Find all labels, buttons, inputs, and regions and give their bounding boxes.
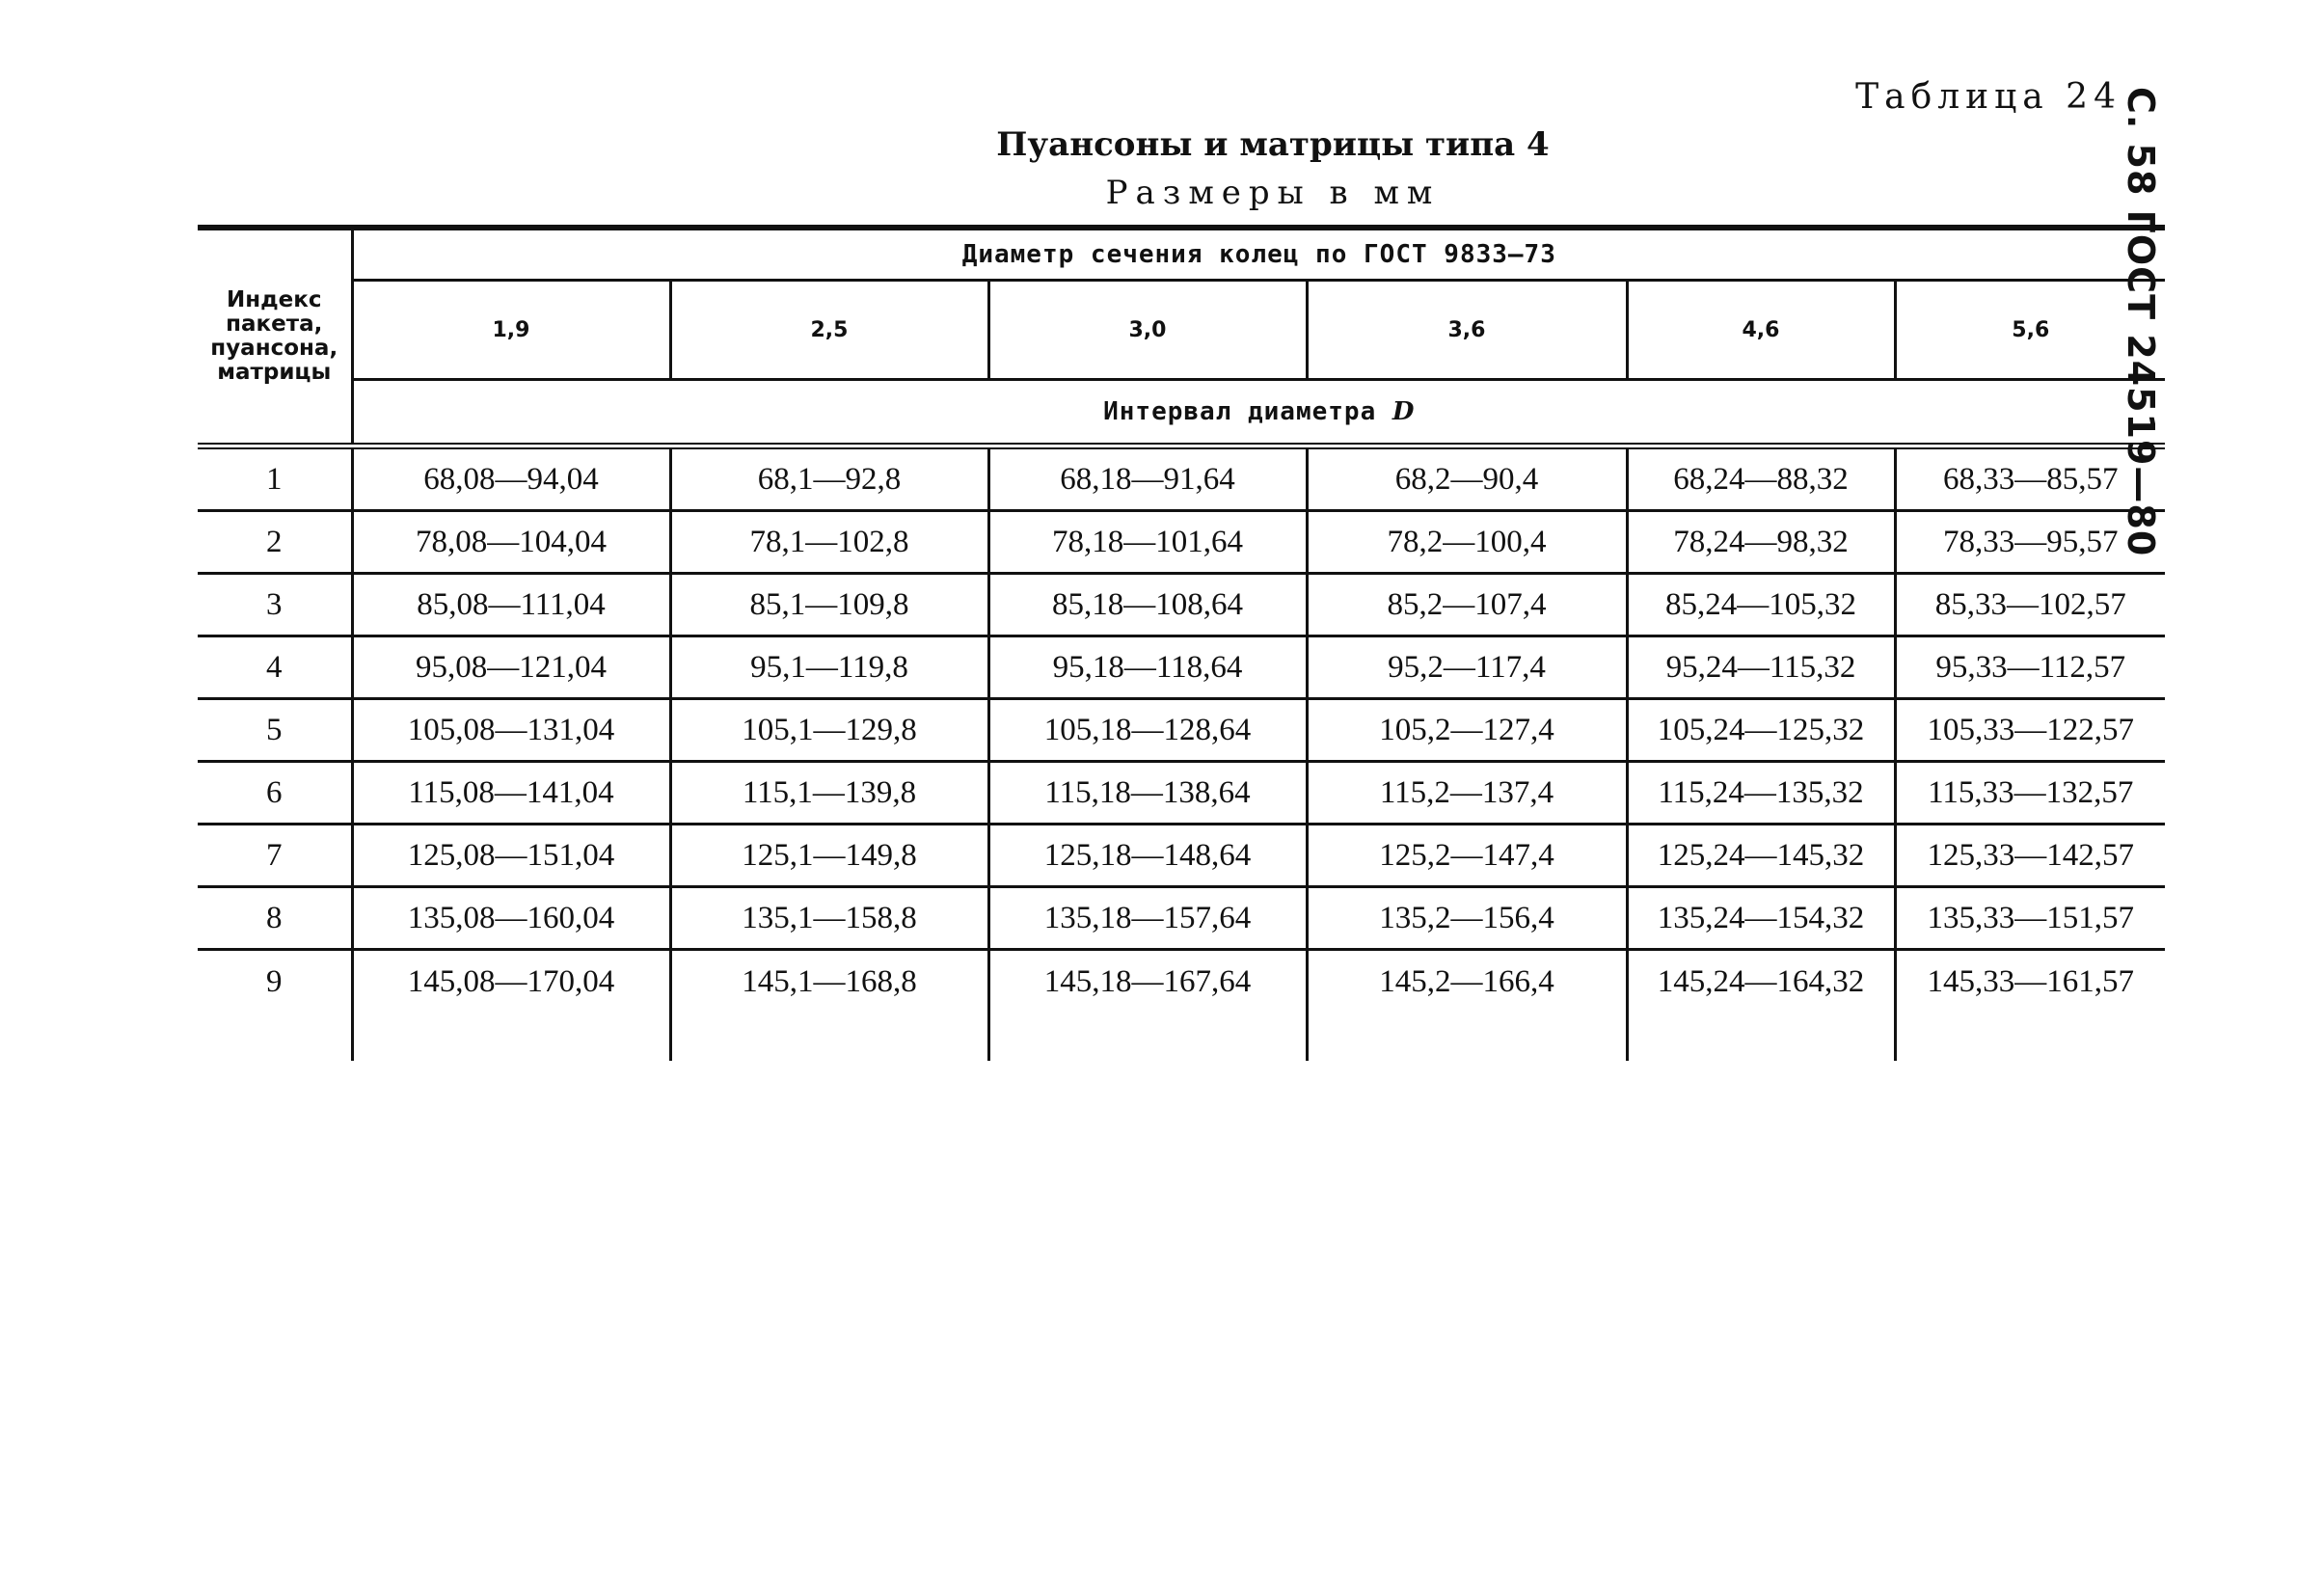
interval-cell: 145,1—168,8 [670, 950, 988, 1062]
table-row [198, 446, 2165, 511]
interval-cell: 105,2—127,4 [1307, 699, 1627, 762]
diameter-header: 3,0 [988, 281, 1307, 380]
interval-cell: 78,18—101,64 [988, 511, 1307, 574]
row-index-cell: 6 [198, 762, 352, 825]
table-row [198, 699, 2165, 762]
interval-cell: 135,33—151,57 [1895, 887, 2165, 950]
interval-cell: 105,33—122,57 [1895, 699, 2165, 762]
interval-cell: 125,1—149,8 [670, 825, 988, 887]
diameter-header: 1,9 [352, 281, 670, 380]
interval-cell: 95,2—117,4 [1307, 636, 1627, 699]
interval-cell: 68,33—85,57 [1895, 446, 2165, 511]
interval-header [352, 380, 2165, 446]
table-row [198, 636, 2165, 699]
dimensions-table [198, 225, 2165, 1061]
interval-cell: 115,24—135,32 [1627, 762, 1895, 825]
interval-cell: 145,2—166,4 [1307, 950, 1627, 1062]
interval-cell: 68,1—92,8 [670, 446, 988, 511]
interval-cell: 68,18—91,64 [988, 446, 1307, 511]
interval-cell: 115,18—138,64 [988, 762, 1307, 825]
row-index-cell: 5 [198, 699, 352, 762]
interval-symbol: D [1392, 397, 1416, 426]
row-index-cell: 1 [198, 446, 352, 511]
interval-cell: 68,24—88,32 [1627, 446, 1895, 511]
interval-cell: 78,24—98,32 [1627, 511, 1895, 574]
interval-cell: 78,08—104,04 [352, 511, 670, 574]
interval-label: Интервал диаметра [1103, 397, 1377, 426]
interval-cell: 135,2—156,4 [1307, 887, 1627, 950]
index-column-header [198, 228, 352, 446]
diameter-header: 3,6 [1307, 281, 1627, 380]
row-index-cell: 7 [198, 825, 352, 887]
interval-cell: 85,1—109,8 [670, 574, 988, 636]
interval-cell: 95,1—119,8 [670, 636, 988, 699]
diameter-header: 2,5 [670, 281, 988, 380]
interval-cell: 68,08—94,04 [352, 446, 670, 511]
row-index-cell: 3 [198, 574, 352, 636]
interval-cell: 95,08—121,04 [352, 636, 670, 699]
table-caption: Таблица 24 [1855, 77, 2121, 117]
page-reference: С. 58 ГОСТ 24519—80 [2120, 87, 2162, 557]
table-row [198, 825, 2165, 887]
row-index-cell: 2 [198, 511, 352, 574]
interval-cell: 115,2—137,4 [1307, 762, 1627, 825]
interval-cell: 135,1—158,8 [670, 887, 988, 950]
interval-cell: 78,2—100,4 [1307, 511, 1627, 574]
interval-cell: 85,2—107,4 [1307, 574, 1627, 636]
diameter-group-header: Диаметр сечения колец по ГОСТ 9833—73 [352, 228, 2165, 281]
index-header-line: матрицы [217, 360, 332, 385]
interval-cell: 85,33—102,57 [1895, 574, 2165, 636]
interval-cell: 95,18—118,64 [988, 636, 1307, 699]
interval-cell: 78,33—95,57 [1895, 511, 2165, 574]
interval-cell: 145,18—167,64 [988, 950, 1307, 1062]
interval-cell: 125,08—151,04 [352, 825, 670, 887]
row-index-cell: 4 [198, 636, 352, 699]
interval-cell: 105,1—129,8 [670, 699, 988, 762]
diameter-header: 4,6 [1627, 281, 1895, 380]
table-row [198, 574, 2165, 636]
interval-cell: 135,18—157,64 [988, 887, 1307, 950]
table-row [198, 511, 2165, 574]
document-title: Пуансоны и матрицы типа 4 [996, 125, 1550, 164]
interval-cell: 125,33—142,57 [1895, 825, 2165, 887]
table-row [198, 762, 2165, 825]
interval-cell: 85,08—111,04 [352, 574, 670, 636]
interval-cell: 145,24—164,32 [1627, 950, 1895, 1062]
interval-cell: 105,24—125,32 [1627, 699, 1895, 762]
interval-cell: 125,24—145,32 [1627, 825, 1895, 887]
interval-cell: 135,08—160,04 [352, 887, 670, 950]
interval-cell: 78,1—102,8 [670, 511, 988, 574]
interval-cell: 68,2—90,4 [1307, 446, 1627, 511]
interval-cell: 85,18—108,64 [988, 574, 1307, 636]
interval-cell: 145,08—170,04 [352, 950, 670, 1062]
document-subtitle: Размеры в мм [1105, 174, 1441, 212]
interval-cell: 95,33—112,57 [1895, 636, 2165, 699]
table-body [198, 446, 2165, 1062]
table-row [198, 887, 2165, 950]
interval-cell: 115,33—132,57 [1895, 762, 2165, 825]
interval-cell: 105,18—128,64 [988, 699, 1307, 762]
index-header-line: пуансона, [210, 336, 338, 361]
interval-cell: 125,18—148,64 [988, 825, 1307, 887]
interval-cell: 145,33—161,57 [1927, 964, 2135, 999]
interval-cell: 85,24—105,32 [1627, 574, 1895, 636]
interval-cell: 95,24—115,32 [1627, 636, 1895, 699]
interval-cell: 115,1—139,8 [670, 762, 988, 825]
row-index-cell: 9 [198, 950, 352, 1062]
index-header-line: пакета, [226, 311, 323, 337]
interval-cell: 115,08—141,04 [352, 762, 670, 825]
diameter-header: 5,6 [1895, 281, 2165, 380]
row-index-cell: 8 [198, 887, 352, 950]
table-row [198, 950, 2165, 1062]
interval-cell: 105,08—131,04 [352, 699, 670, 762]
interval-cell: 135,24—154,32 [1627, 887, 1895, 950]
index-header-line: Индекс [226, 287, 322, 312]
interval-cell: 125,2—147,4 [1307, 825, 1627, 887]
